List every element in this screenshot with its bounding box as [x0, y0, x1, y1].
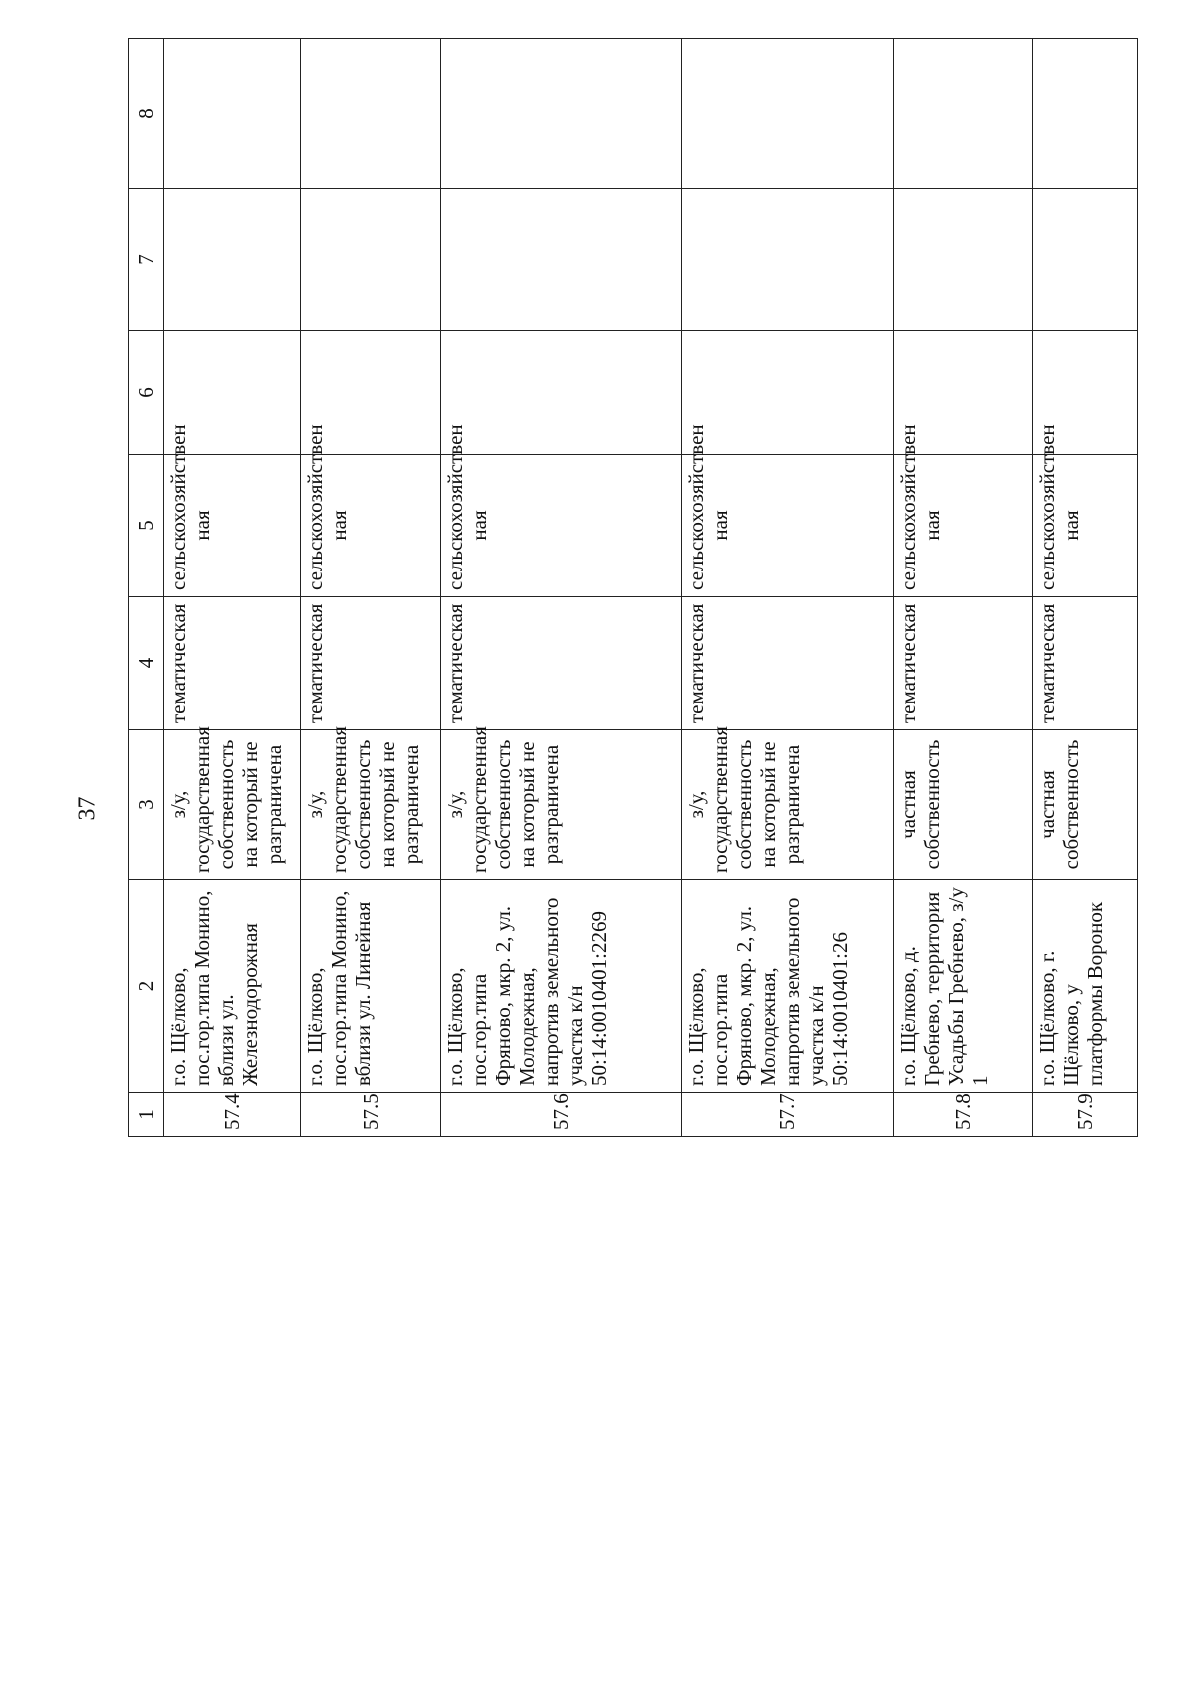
ownership-cell: з/у, государственная собственность на который не разграничена [682, 730, 894, 880]
cell-7 [682, 189, 894, 331]
row-number: 57.7 [682, 1093, 894, 1137]
cell-8 [893, 39, 1032, 189]
col-header-7: 7 [129, 189, 164, 331]
rotated-table-wrapper [128, 39, 1138, 1137]
table-row [1033, 39, 1138, 1137]
cell-8 [1033, 39, 1138, 189]
category-cell: сельскохозяйствен ная [682, 455, 894, 597]
cell-6 [682, 331, 894, 455]
cell-8 [301, 39, 441, 189]
page-number: 37 [74, 796, 101, 821]
col-header-4: 4 [129, 597, 164, 730]
address-cell: г.о. Щёлково, пос.гор.типа Фряново, мкр. 2, ул. Молодежная, напротив земельного участка к/н 50:14:0010401:2269 [441, 880, 682, 1093]
table-row [893, 39, 1032, 1137]
cell-7 [893, 189, 1032, 331]
category-cell: сельскохозяйствен ная [893, 455, 1032, 597]
cell-8 [164, 39, 301, 189]
table-row [164, 39, 301, 1137]
col-header-3: 3 [129, 730, 164, 880]
row-number: 57.8 [893, 1093, 1032, 1137]
row-number: 57.5 [301, 1093, 441, 1137]
col-header-5: 5 [129, 455, 164, 597]
ownership-cell: з/у, государственная собственность на который не разграничена [164, 730, 301, 880]
ownership-cell: з/у, государственная собственность на который не разграничена [441, 730, 682, 880]
cell-7 [441, 189, 682, 331]
type-cell: тематическая [441, 597, 682, 730]
col-header-1: 1 [129, 1093, 164, 1137]
category-cell: сельскохозяйствен ная [1033, 455, 1138, 597]
table-row [441, 39, 682, 1137]
table-row [682, 39, 894, 1137]
row-number: 57.9 [1033, 1093, 1138, 1137]
type-cell: тематическая [893, 597, 1032, 730]
address-cell: г.о. Щёлково, д. Гребнево, территория Усадьбы Гребнево, з/у 1 [893, 880, 1032, 1093]
col-header-6: 6 [129, 331, 164, 455]
address-cell: г.о. Щёлково, г. Щёлково, у платформы Воронок [1033, 880, 1138, 1093]
category-cell: сельскохозяйствен ная [441, 455, 682, 597]
row-number: 57.4 [164, 1093, 301, 1137]
type-cell: тематическая [164, 597, 301, 730]
address-cell: г.о. Щёлково, пос.гор.типа Монино, вблизи ул. Железнодорожная [164, 880, 301, 1093]
table-row [301, 39, 441, 1137]
type-cell: тематическая [1033, 597, 1138, 730]
cell-7 [301, 189, 441, 331]
row-number: 57.6 [441, 1093, 682, 1137]
data-table [128, 38, 1138, 1137]
address-cell: г.о. Щёлково, пос.гор.типа Монино, вблизи ул. Линейная [301, 880, 441, 1093]
category-cell: сельскохозяйствен ная [164, 455, 301, 597]
ownership-cell: частная собственность [893, 730, 1032, 880]
cell-7 [1033, 189, 1138, 331]
type-cell: тематическая [682, 597, 894, 730]
cell-8 [441, 39, 682, 189]
type-cell: тематическая [301, 597, 441, 730]
category-cell: сельскохозяйствен ная [301, 455, 441, 597]
col-header-8: 8 [129, 39, 164, 189]
ownership-cell: з/у, государственная собственность на который не разграничена [301, 730, 441, 880]
cell-8 [682, 39, 894, 189]
cell-6 [441, 331, 682, 455]
ownership-cell: частная собственность [1033, 730, 1138, 880]
cell-7 [164, 189, 301, 331]
col-header-2: 2 [129, 880, 164, 1093]
header-row [129, 39, 164, 1137]
address-cell: г.о. Щёлково, пос.гор.типа Фряново, мкр. 2, ул. Молодежная, напротив земельного участка к/н 50:14:0010401:26 [682, 880, 894, 1093]
